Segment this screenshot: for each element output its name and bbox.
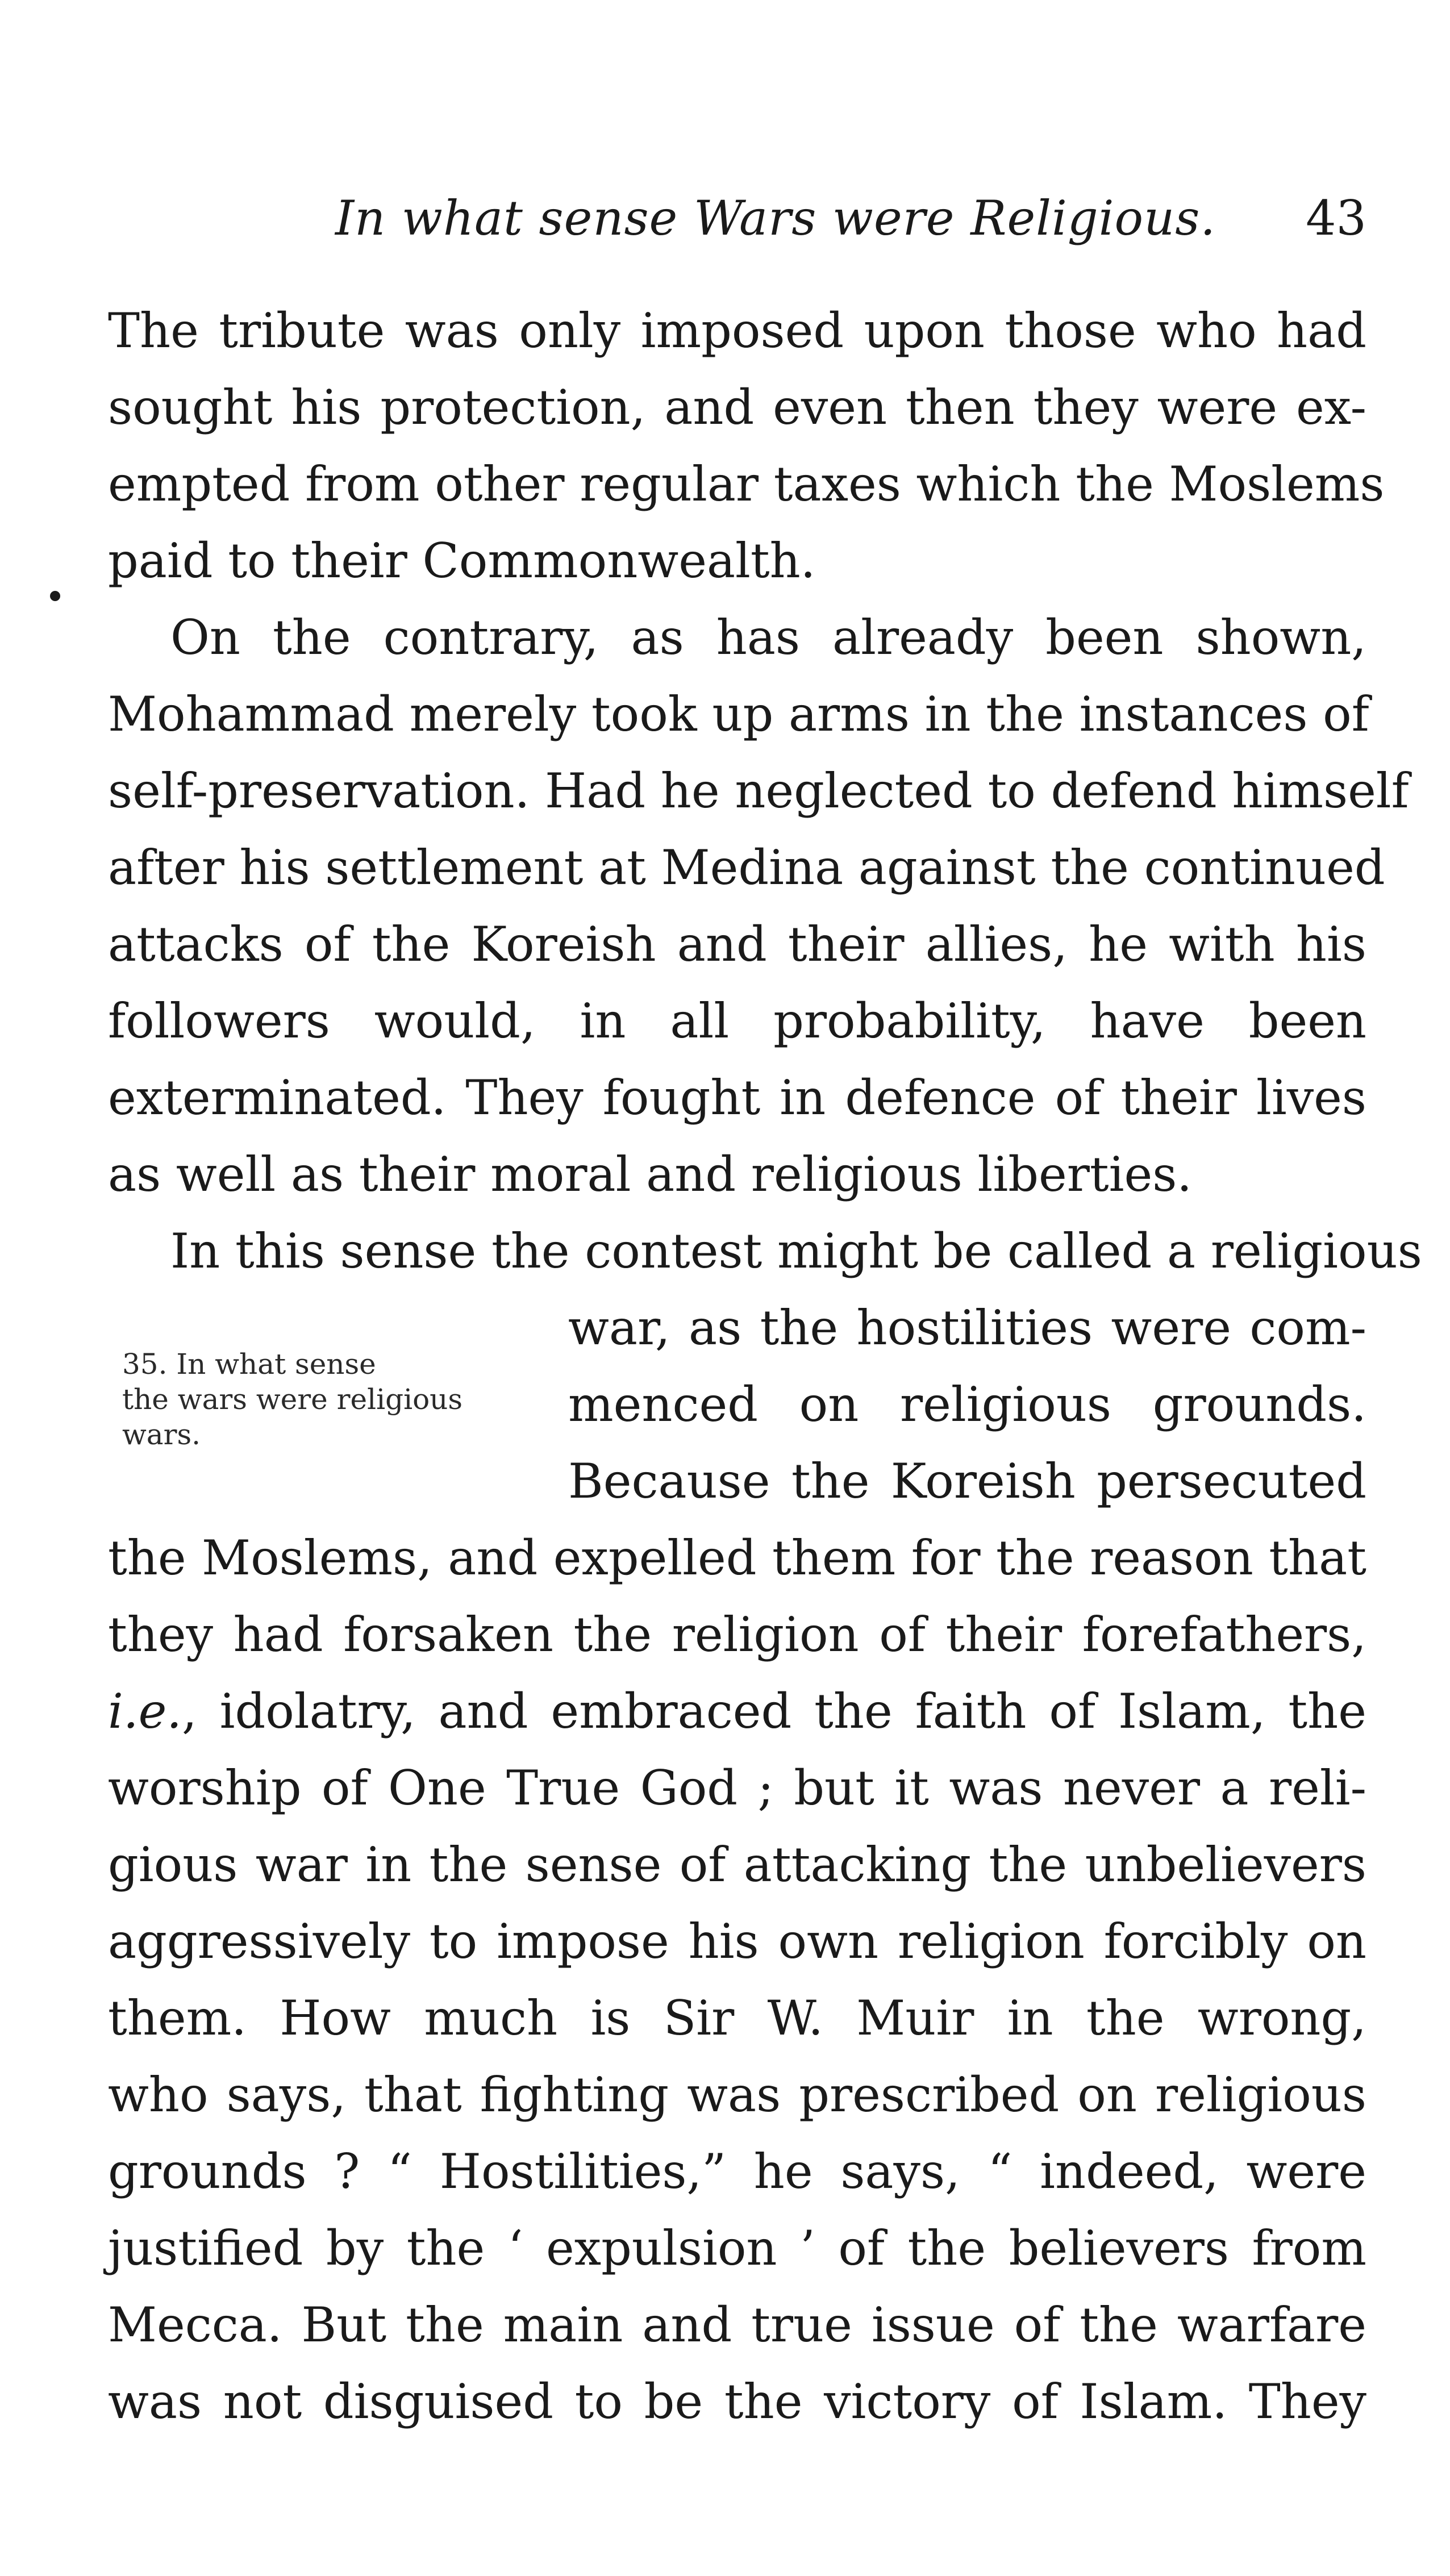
text-line-rest: , idolatry, and embraced the faith of Islam, the: [181, 1683, 1366, 1739]
text-line: sought his protection, and even then they were ex-: [108, 380, 1366, 435]
text-line: self-preservation. Had he neglected to defend himself: [108, 763, 1409, 819]
margin-note: [122, 1347, 531, 1452]
text-line: exterminated. They fought in defence of their lives: [108, 1070, 1366, 1126]
text-line: followers would, in all probability, have been: [108, 993, 1366, 1049]
text-line: gious war in the sense of attacking the unbelievers: [108, 1837, 1366, 1893]
running-title: In what sense Wars were Religious.: [335, 190, 1216, 246]
text-line: grounds ? “ Hostilities,” he says, “ indeed, were: [108, 2144, 1366, 2199]
text-line: The tribute was only imposed upon those who had: [108, 303, 1366, 359]
text-line: On the contrary, as has already been shown,: [170, 610, 1366, 665]
text-line: empted from other regular taxes which the Moslems: [108, 456, 1385, 512]
text-line: Mohammad merely took up arms in the instances of: [108, 686, 1369, 742]
text-line: paid to their Commonwealth.: [108, 533, 816, 589]
text-line: Mecca. But the main and true issue of the warfare: [108, 2297, 1366, 2353]
page-number: 43: [1306, 190, 1366, 246]
text-line: after his settlement at Medina against the continued: [108, 840, 1385, 895]
text-line: the Moslems, and expelled them for the reason that: [108, 1530, 1366, 1586]
text-line: attacks of the Koreish and their allies, he with his: [108, 916, 1366, 972]
text-line: war, as the hostilities were com-: [568, 1300, 1366, 1356]
text-line: worship of One True God ; but it was never a reli-: [108, 1760, 1366, 1816]
text-line: who says, that fighting was prescribed on religious: [108, 2067, 1366, 2123]
text-line: aggressively to impose his own religion forcibly on: [108, 1914, 1366, 1969]
text-line: as well as their moral and religious liberties.: [108, 1147, 1193, 1202]
running-head: [108, 190, 1366, 264]
margin-note-line: wars.: [122, 1418, 201, 1451]
text-line: [108, 1673, 1366, 1750]
text-line: they had forsaken the religion of their forefathers,: [108, 1607, 1366, 1662]
margin-note-line: the wars were religious: [122, 1383, 463, 1416]
margin-note-line: 35. In what sense: [122, 1348, 376, 1381]
text-line: them. How much is Sir W. Muir in the wrong,: [108, 1990, 1366, 2046]
text-line: In this sense the contest might be called a religious: [170, 1223, 1422, 1279]
text-line: was not disguised to be the victory of Islam. They: [108, 2374, 1366, 2429]
text-line: menced on religious grounds.: [568, 1377, 1366, 1432]
text-line: Because the Koreish persecuted: [568, 1453, 1366, 1509]
text-line: justified by the ‘ expulsion ’ of the believers from: [108, 2220, 1366, 2276]
ink-speck: [50, 591, 60, 601]
italic-abbreviation: i.e.: [108, 1683, 182, 1739]
